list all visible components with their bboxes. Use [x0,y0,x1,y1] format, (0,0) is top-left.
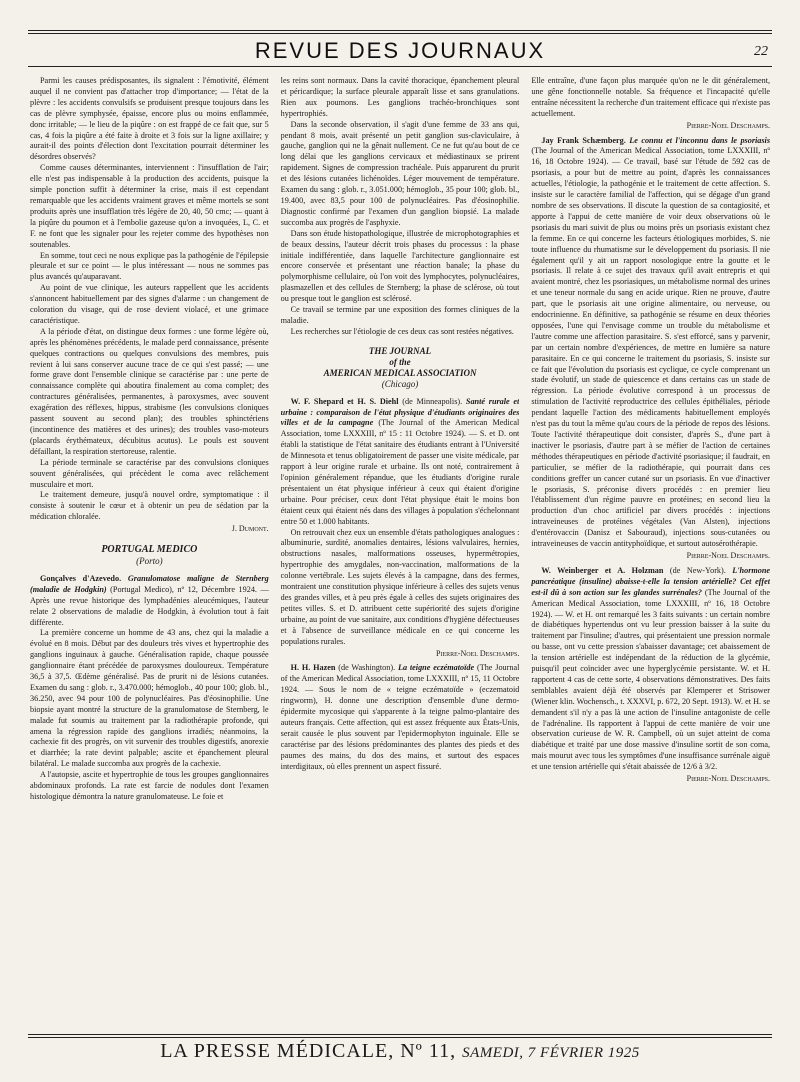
signature: Pierre-Noel Deschamps. [686,550,771,560]
paragraph: A l'autopsie, ascite et hypertrophie de tous les groupes ganglionnaires abdominaux profonds. La rate est farcie de nodules dont l'examen histologique démontra la nature granulomateuse. Le foie et [30,770,269,801]
text-columns [30,76,770,1028]
paragraph: Dans la seconde observation, il s'agit d'une femme de 33 ans qui, pendant 8 mois, avait présenté un petit ganglion sus-claviculaire, à gauche, ganglion qui ne la gênait nullement. Ce ne fut qu'au bout de ce long délai que les ganglions cervicaux et médiastinaux se prirent rapidement. Signes de compression trachéale. Puis apparurent du prurit et des lésions cutanées lichénoïdes. Léger mouvement de température. Examen du sang : glob. r., 3.051.000; hémoglob., 35 pour 100; glob. bl., 19.400, avec 83,5 pour 100 de polynucléaires. Pas d'éosinophilie. Diagnostic confirmé par l'examen d'un ganglion biopsié. La malade succomba aux progrès de l'asphyxie. [280,119,520,227]
article-body: (The Journal of the American Medical Association, tome LXXXIII, nº 15, 11 Octobre 1924. — Sous le nom de « teigne eczématoïde » (eczematoid ringworm), H. donne une description d'ensemble d'une dermo-épidermite mycosique qui s'apparente à la teigne palmo-plantaire des auteurs français. Cette affection, qui est assez fréquente aux États-Unis, serait causée le plus souvent par l'epidermophyton inguinale. Elle se caractérise par des lésions prédominantes des plantes des pieds et des paumes des mains, du dos des mains, et surtout des espaces interdigitaux, où elles prennent un aspect fissuré. [280,663,520,771]
paragraph: Comme causes déterminantes, interviennent : l'insufflation de l'air; elle n'est pas indispensable à la production des accidents, puisque la simple ponction suffit à déterminer la crise, mais il est cependant remarquable que les accidents vraiment graves et même mortels se sont produits après une insufflation très légère de 20, 40, 50 cmc; — quant à la piqûre du poumon et à l'embolie gazeuse qu'on a invoquées, L, C. et F. ne font que les signaler pour les rejeter comme des hypothèses non soutenables. [30,163,269,249]
paragraph: La première concerne un homme de 43 ans, chez qui la maladie a évolué en 8 mois. Début par des douleurs très vives et hypertrophie des ganglions inguinaux à gauche. Généralisation rapide, chaque poussée ganglionnaire étant précédée de paroxysmes douloureux. Température 36,5 à 37,5. Œdème généralisé. Pas de prurit ni de lésions cutanées. Examen du sang : glob. r., 3.470.000; hémoglob., 40 pour 100; glob. bl., 36.250, avec 94 pour 100 de polynucléaires. Pas d'éosinophilie. Une biopsie ayant montré la structure de la granulomatose de Sternberg, le malade fut soumis au traitement par la radiothérapie profonde, qui amena la régression rapide des ganglions irradiés; néanmoins, la cachexie fit des progrès, on vit survenir des troubles digestifs, anorexie et diarrhée; la rate devint palpable; ascite et épanchement pleural bilatéral. Le malade succomba aux progrès de la cachexie. [30,628,269,769]
article-entry [30,574,269,629]
page-header-title: REVUE DES JOURNAUX [254,38,546,63]
top-rule-inner [28,33,772,34]
article-entry [531,566,770,773]
footer-rule-inner [28,1037,772,1038]
article-body: (The Journal of the American Medical Association, tome LXXXIII, nº 16, 18 Octobre 1924). — Ce travail, basé sur l'étude de 592 cas de psoriasis, a pour but de mettre au point, d'après les connaissances actuelles, l'étiologie, la pathogénie et le traitement de cette affection. S. insiste sur le caractère familial de l'affection, qui se dégage d'un grand nombre de ses observations. Il discute la question de sa contagiosité, et apporte à l'appui de cette manière de voir deux observations où le psoriasis du mari suivit de plus ou moins près un psoriasis existant chez la femme. En ce qui concerne les facteurs étiologiques morbides, S. nie toute influence du rhumatisme sur le développement du psoriasis. Il nie également qu'il y ait un rapport nosologique entre la goutte et le psoriasis. Il relate à ce sujet des travaux qu'il avait entrepris et qui avaient montré, chez les psoriasiques, un métabolisme normal des urines et une teneur normale du sang en acide urique. Rien ne prouve, d'autre part, que le psoriasis ait une origine alimentaire, ou nerveuse, ou endocrinienne. En définitive, sa pathogénie se résume en deux théories opposées, l'une qui l'envisage comme un trouble du métabolisme et l'autre comme une affection parasitaire. S. s'est efforcé, sans y parvenir, par un certain nombre d'expériences, de mettre en lumière sa nature parasitaire. En ce qui concerne le traitement du psoriasis, S. insiste sur ce fait que l'évolution du psoriasis est cyclique, ce cycle comprenant un stade évolutif, un stade de quiescence et dans certains cas un stade de régression. La période évolutive correspond à un processus de stimulation de l'activité reproductrice des cellules épithéliales, période pendant laquelle l'action des médicaments habituellement employés n'est pas du tout la même qu'au cours de la période de repos des lésions. Toute l'activité thérapeutique doit consister, d'après S., d'une part à inactiver le psoriasis, d'autre part à se méfier de l'action de certaines méthodes thérapeutiques en période d'activité psoriasique; il faudrait, en particulier, se méfier de la radiothérapie, qui pourrait dans ces conditions greffer un cancer cutané sur un psoriasis. En vue d'inactiver le psoriasis, S. préconise divers procédés : en premier lieu l'établissement d'un régime pauvre en protéines; en second lieu la production d'un choc artificiel par divers procédés : injections intraveineuses de protéines végétales (Van Alsten), injections d'entérovaccin (Danisz et Sabouraud), injections sous-cutanées ou intraveineuses de vaccin antityphoïdique, et surtout autosérothérapie. [531,146,771,549]
paragraph: Dans son étude histopathologique, illustrée de microphotographies et de beaux dessins, l'auteur décrit trois phases du processus : la phase initiale indifférentiée, dans laquelle l'architecture ganglionnaire est encore conservée et présentant une réaction banale; la phase du polymorphisme cellulaire, où l'on voit des lymphocytes, polynucléaires, plasmazellen et des cellules de Sternberg; la phase de sclérose, où tout ou presque tout le ganglion est sclérosé. [280,228,520,304]
article-title: Granulomatose maligne de Sternberg (maladie de Hodgkin) [30,573,269,594]
paragraph: On retrouvait chez eux un ensemble d'états pathologiques analogues : albuminurie, surdité, anomalies dentaires, lésions valvulaires, hernies, obstructions nasales, malformations osseuses, hypermétropies, hypertrophie des amygdales, non-vaccination, malformations de la colonne vertébrale. Les sujets élevés à la campagne, dans des fermes, montraient une constitution physique inférieure à celles des sujets venus des grandes villes, et à peu près égale à celles des sujets originaires des petites villes. S. et D. attribuent cette supériorité des sujets d'origine urbaine, au point de vue sanitaire, aux conditions d'hygiène défectueuses et à l'absence de surveillance médicale en ce qui concerne les populations rurales. [280,527,520,646]
column-3 [531,76,770,1028]
top-rule [28,30,772,31]
page-number: 22 [754,44,768,59]
article-title: Le connu et l'inconnu dans le psoriasis [629,135,771,145]
article-entry [281,663,520,772]
article-title: La teigne eczématoïde [397,663,475,673]
paragraph: A la période d'état, on distingue deux formes : une forme légère où, après les phénomènes précédents, le malade perd connaissance, présente quelques contractions ou quelques convulsions des membres, puis revient à lui sans conserver aucune trace de ce qui s'est passé; — une forme grave dont l'ensemble clinique se caractérise par : une perte de connaissance complète qui aboutira finalement au coma complet; des contractures généralisées, permanentes, à paroxysmes, avec souvent exagération des réflexes, hippus, strabisme (les convulsions cloniques passent souvent au second plan); des troubles sphinctériens (incontinence des matières et des urines); des troubles vaso-moteurs (placards érythémateux, décubitus acutus). Le pouls est souvent défaillant, la respiration stertoreuse, ralentie. [30,326,269,456]
article-author: W. Weinberger et A. Holzman [541,565,664,575]
article-body: (The Journal of the American Medical Association, tome LXXXIII, nº 15 : 11 Octobre 1924). — S. et D. ont établi la statistique de l'état sanitaire des étudiants entrant à l'Université de Minnesota et tenus obligatoirement de passer une visite médicale, par rapport à leur origine rurale et urbaine. Ils ont noté, contrairement à l'opinion généralement répandue, que les étudiants d'origine rurale présentaient un état physique inférieur à ceux qui étaient d'origine urbaine. Pour préciser, ceux dont l'état physique était le moins bon étaient ceux qui étaient nés dans des villages à population s'échelonnant entre 50 et 1.000 habitants. [280,418,520,526]
article-entry [281,397,520,528]
paragraph: Le traitement demeure, jusqu'à nouvel ordre, symptomatique : il consiste à soutenir le cœur et à obtenir un peu de sédation par la médication chloralée. [30,490,269,522]
article-title: L'hormone pancréatique (insuline) abaisse-t-elle la tension artérielle? Cet effet est-il dû à son action sur les glandes surrénales? [531,565,771,597]
journal-title-line: AMERICAN MEDICAL ASSOCIATION [323,367,477,378]
signature: Pierre-Noel Deschamps. [686,774,771,784]
page-footer [0,1040,800,1063]
section-title: PORTUGAL MEDICO [101,544,198,556]
journal-title-line: of the [389,356,411,367]
article-place: (de Minneapolis). [402,396,463,406]
paragraph: Ce travail se termine par une exposition des formes cliniques de la maladie. [280,305,520,325]
article-entry [531,136,770,550]
paragraph: Les recherches sur l'étiologie de ces deux cas sont restées négatives. [290,326,514,336]
paragraph: Parmi les causes prédisposantes, ils signalent : l'émotivité, élément auquel il ne convient pas d'attacher trop d'importance; — l'état de la plèvre : les accidents convulsifs se produisent presque toujours dans les cas de plèvre symphysée, épaisse, encore plus ou moins enflammée, donc irritable; — le lieu de la piqûre : on est frappé de ce fait que, sur 5 cas, 4 fois la piqûre a été faite à droite et 3 fois sur la ligne axillaire; y aurait-il des points d'élection dont l'excitation pourrait déterminer les désordres observés? [30,76,269,162]
paragraph: En somme, tout ceci ne nous explique pas la pathogénie de l'épilepsie pleurale et sur ce point — le plus intéressant — nous ne sommes pas plus avancés qu'auparavant. [30,250,269,282]
article-author: Gonçalves d'Azevedo. [40,573,122,583]
section-subtitle: (Chicago) [381,378,419,389]
footer-date: SAMEDI, 7 FÉVRIER 1925 [462,1045,640,1061]
article-author: Jay Frank Schæmberg. [541,135,626,145]
paragraph: les reins sont normaux. Dans la cavité thoracique, épanchement pleural et péricardique; la surface pleurale apparaît lisse et sans granulations. Rien aux poumons. Les ganglions trachéo-bronchiques sont hypertrophiés. [280,76,520,118]
paragraph: La période terminale se caractérise par des convulsions cloniques souvent généralisées, qui précèdent le coma avec relâchement musculaire et mort. [30,457,269,489]
column-1 [30,76,269,1028]
article-body: (Portugal Medico), nº 12, Décembre 1924. — Après une revue historique des lymphadénies aleucémiques, l'auteur relate 2 observations de maladie de Hodgkin, à évolution tout à fait différente. [30,584,269,627]
signature: J. Dumont. [231,524,269,534]
article-body: (The Journal of the American Medical Association, tome LXXXIII, nº 16, 18 Octobre 1924). — W. et H. ont remarqué les 3 faits suivants : un certain nombre de diabétiques hypertendus ont vu leur pression baisser à la suite du traitement par l'insuline; d'autres, qui présentaient une pression normale ou basse, ont vu cette pression s'abaisser davantage; cet abaissement de la tension artérielle est indépendant de la réduction de la glycémie, puisqu'il peut coïncider avec une hyperglycémie persistante. W. et H. rapportent 4 cas de cette sorte, 4 observations démonstratives. Des faits semblables avaient déjà été observés par Klemperer et Strisower (Wiener klin. Wochensch., t. XXXVI, p. 672, 20 Sept. 1913). W. et H. se demandent s'il n'y a pas là une action de l'insuline antagoniste de celle de l'adrénaline. Ils rapportent à l'appui de cette manière de voir une observation curieuse de W. R. Campbell, où un sujet atteint de coma diabétique et traité par une dose massive d'insuline sortit de son coma, mais mourut avec tous les symptômes d'une insuffisance surrénale aiguë et une tension artérielle qui s'était abaissée de 12/6 à 3/2. [531,587,771,772]
section-subtitle: (Porto) [136,555,163,566]
article-place: (de Washington). [338,663,396,673]
journal-title-line: THE JOURNAL [368,345,432,356]
signature: Pierre-Noel Deschamps. [436,648,520,658]
journal-section-title [281,346,520,379]
header-rule [28,66,772,67]
paragraph: Elle entraîne, d'une façon plus marquée qu'on ne le dit généralement, une gêne fonctionnelle notable. Sa fréquence et l'incapacité qu'elle entraîne nécessitent la recherche d'un traitement efficace qui n'existe pas actuellement. [531,76,771,118]
article-author: H. H. Hazen [290,663,336,673]
article-author: W. F. Shepard et H. S. Diehl [290,396,399,406]
footer-journal: LA PRESSE MÉDICALE, Nº 11, [160,1040,457,1062]
paragraph: Au point de vue clinique, les auteurs rappellent que les accidents s'annoncent habituellement par des signes d'alarme : un changement de coloration du visage, qui de rose devient violacé, et une grimace caractéristique. [30,283,269,325]
column-2 [281,76,520,1028]
signature: Pierre-Noel Deschamps. [686,120,771,130]
article-title: Santé rurale et urbaine : comparaison de l'état physique d'étudiants originaires des villes et de la campagne [280,396,520,428]
footer-rule [28,1034,772,1035]
article-place: (de New-York). [669,565,726,575]
